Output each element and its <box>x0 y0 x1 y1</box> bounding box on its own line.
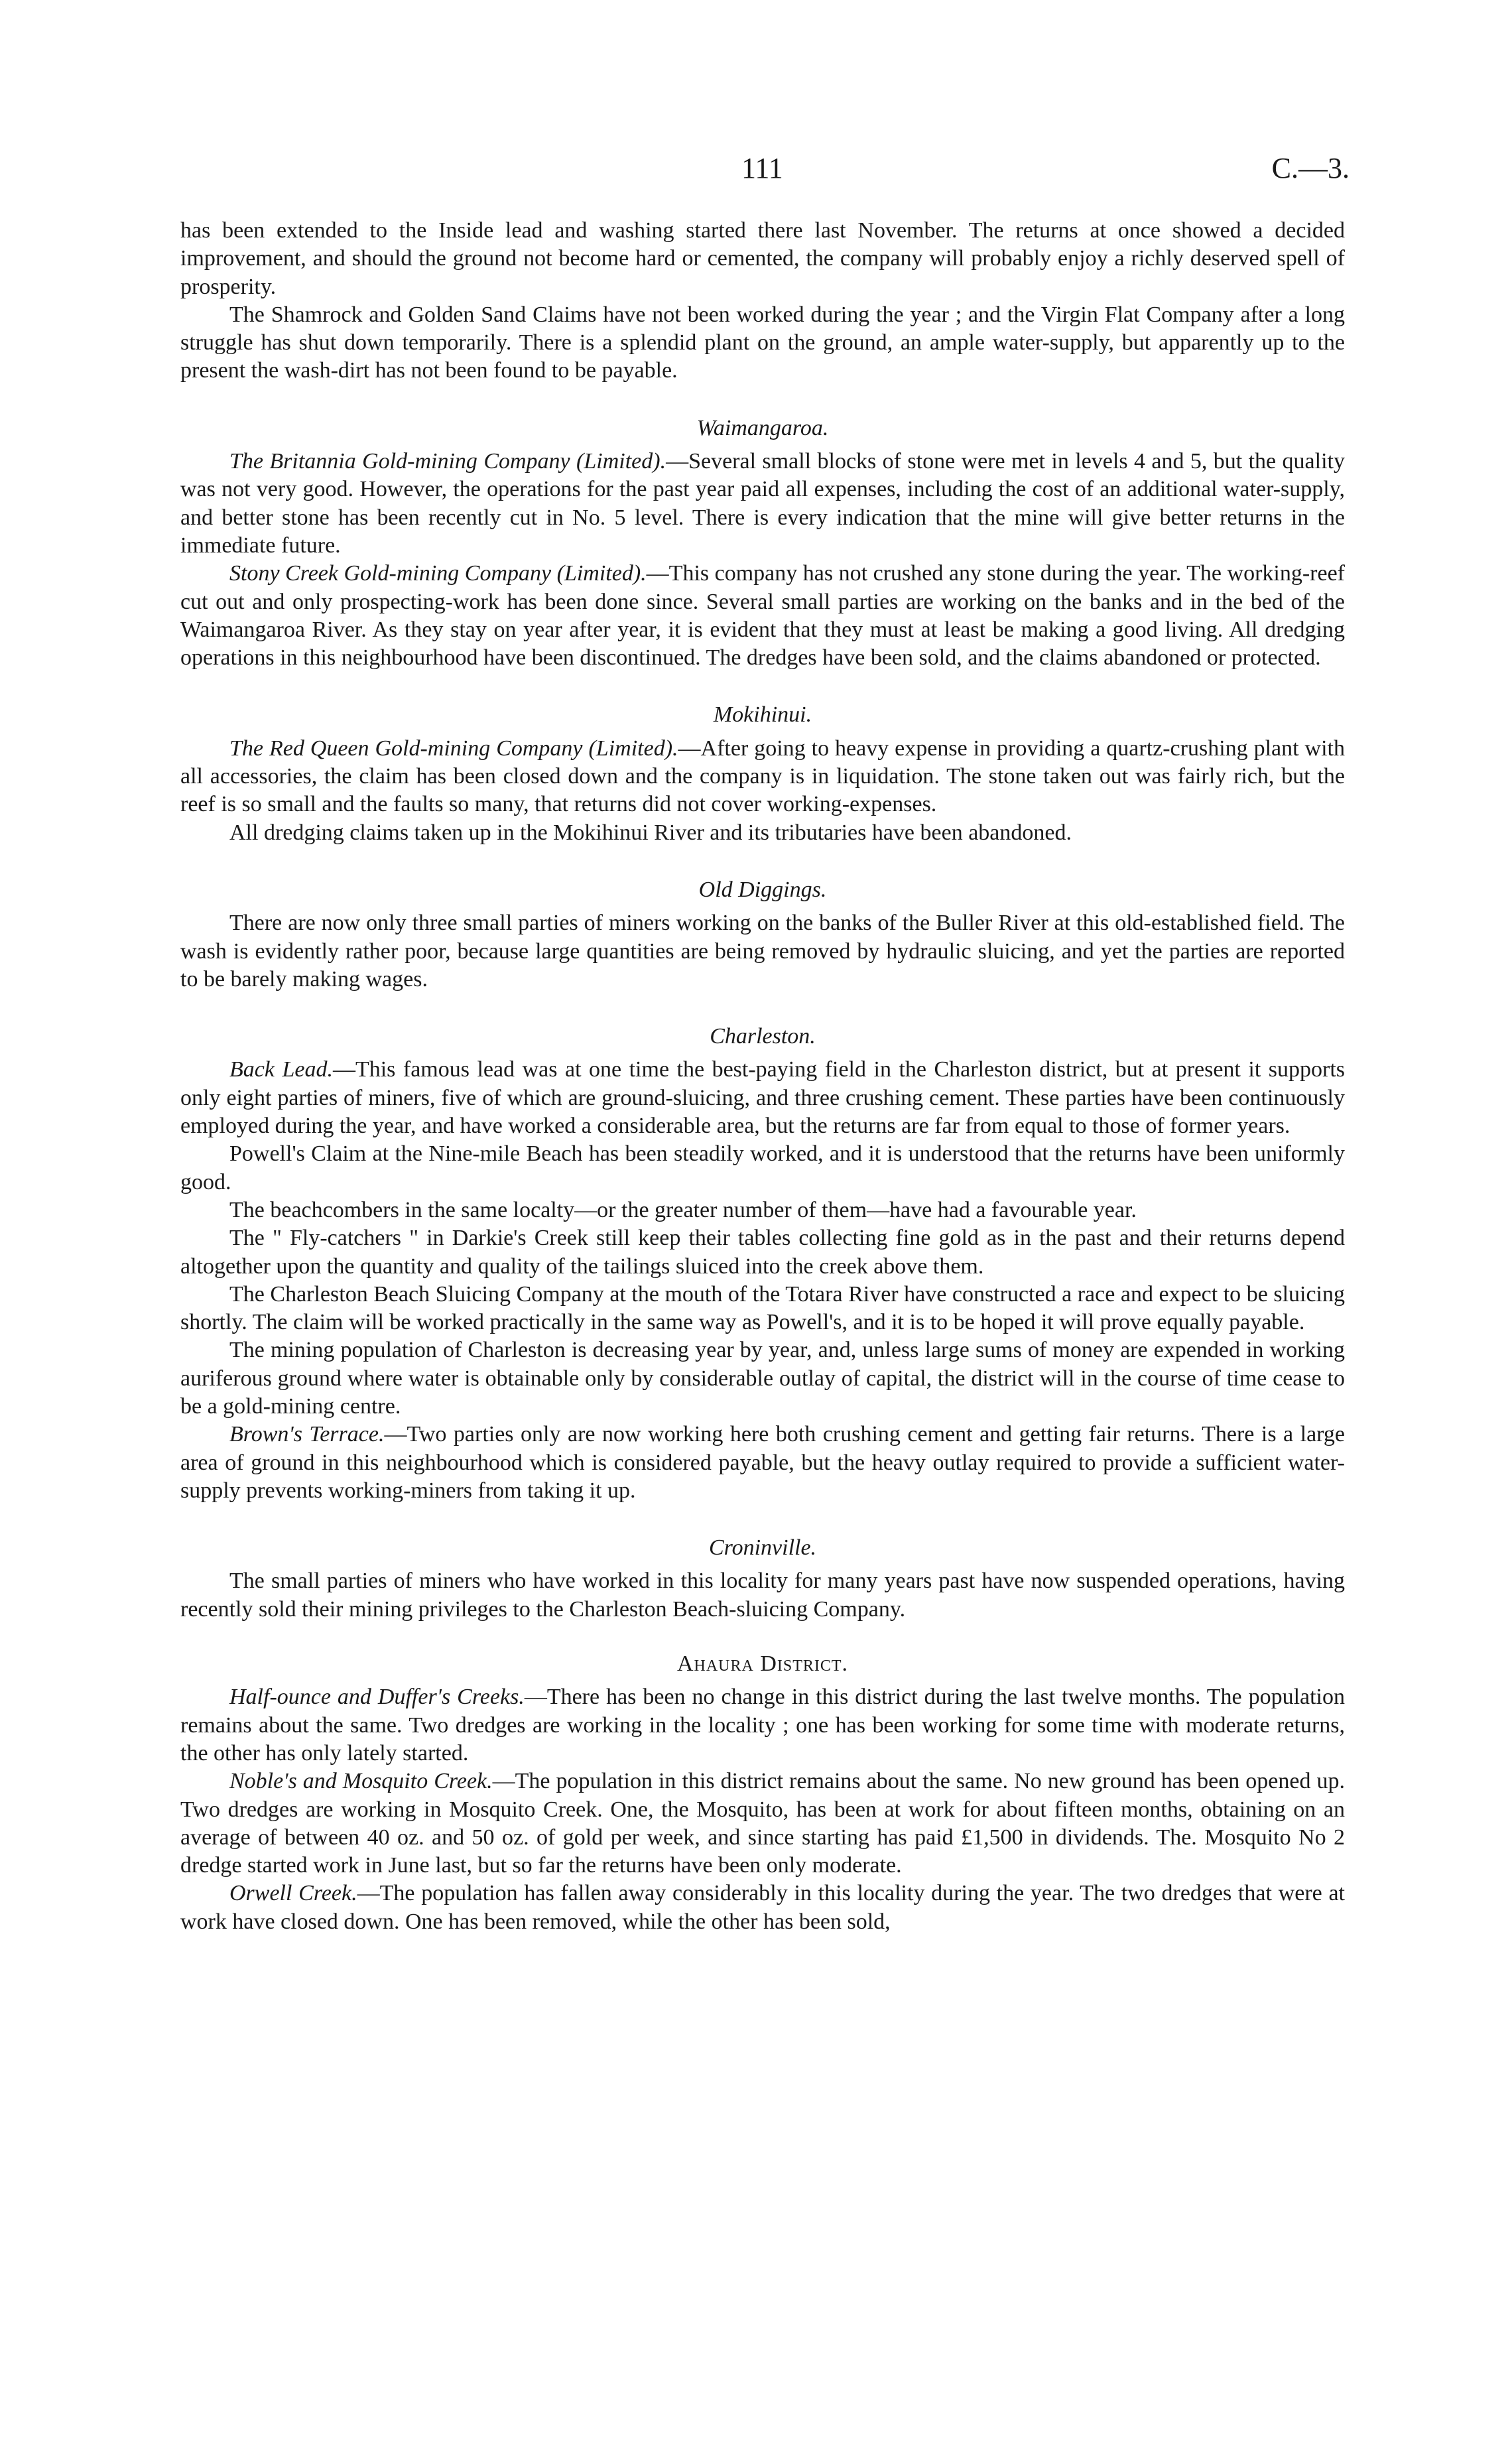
heading-charleston: Charleston. <box>710 1024 816 1049</box>
half-ounce-text: —There has been no change in this district during the last twelve months. The population remains about the same. Two dredges are working in the locality ; one has been working for some time with moderate returns, the other has only lately started. <box>180 1685 1345 1766</box>
paragraph-browns-terrace <box>180 1421 1345 1505</box>
britannia-text: —Several small blocks of stone were met in levels 4 and 5, but the quality was not very good. However, the operations for the past year paid all expenses, including the cost of an additional water-supply, and better stone has been recently cut in No. 5 level. There is every indication that the mine will give better returns in the immediate future. <box>180 449 1345 558</box>
browns-terrace-title: Brown's Terrace. <box>229 1422 385 1447</box>
paragraph-red-queen <box>180 735 1345 819</box>
nobles-mosquito-title: Noble's and Mosquito Creek. <box>229 1769 493 1794</box>
heading-croninville: Croninville. <box>708 1535 817 1561</box>
paragraph-half-ounce <box>180 1683 1345 1768</box>
heading-ahaura-district: Ahaura District. <box>676 1651 849 1677</box>
nobles-mosquito-text: —The population in this district remains about the same. No new ground has been opened up. Two dredges are working in Mosquito Creek. One, the Mosquito, has been at work for about fifteen months, obtaining on an average of between 40 oz. and 50 oz. of gold per week, and since starting has paid £1,500 in dividends. The. Mosquito No 2 dredge started work in June last, but so far the returns have been only moderate. <box>180 1769 1345 1878</box>
paragraph-back-lead <box>180 1056 1345 1140</box>
paragraph-orwell-creek <box>180 1880 1345 1936</box>
page-header <box>0 151 1512 198</box>
document-code: C.—3. <box>1271 152 1350 184</box>
paragraph-mokihinui-dredging: All dredging claims taken up in the Mokihinui River and its tributaries have been abandoned. <box>229 820 1072 845</box>
paragraph-fly-catchers: The " Fly-catchers " in Darkie's Creek still keep their tables collecting fine gold as in the past and their returns depend altogether upon the quantity and quality of the tailings sluiced into the creek above them. <box>180 1226 1345 1279</box>
half-ounce-title: Half-ounce and Duffer's Creeks. <box>229 1685 525 1710</box>
orwell-creek-title: Orwell Creek. <box>229 1881 357 1906</box>
britannia-title: The Britannia Gold-mining Company (Limited). <box>229 449 666 474</box>
paragraph-mining-population: The mining population of Charleston is decreasing year by year, and, unless large sums of money are expended in working auriferous ground where water is obtainable only by considerable outlay of capital, the district will in the course of time cease to be a gold-mining centre. <box>180 1338 1345 1419</box>
stony-creek-title: Stony Creek Gold-mining Company (Limited). <box>229 561 647 586</box>
paragraph-beach-sluicing: The Charleston Beach Sluicing Company at the mouth of the Totara River have constructed a race and expect to be sluicing shortly. The claim will be worked practically in the same way as Powell's, and it is to be hoped it will prove equally payable. <box>180 1281 1345 1335</box>
paragraph-powells-claim: Powell's Claim at the Nine-mile Beach has been steadily worked, and it is understood that the returns have been uniformly good. <box>180 1141 1345 1194</box>
back-lead-title: Back Lead. <box>229 1057 333 1082</box>
paragraph-stony-creek <box>180 560 1345 672</box>
paragraph-old-diggings: There are now only three small parties of miners working on the banks of the Buller River at this old-established field. The wash is evidently rather poor, because large quantities are being removed by hydraulic sluicing, and yet the parties are reported to be barely making wages. <box>180 911 1345 992</box>
heading-mokihinui: Mokihinui. <box>713 702 812 728</box>
paragraph-shamrock: The Shamrock and Golden Sand Claims have not been worked during the year ; and the Virgin Flat Company after a long struggle has shut down temporarily. There is a splendid plant on the ground, an ample water-supply, but apparently up to the present the wash-dirt has not been found to be payable. <box>180 302 1345 383</box>
browns-terrace-text: —Two parties only are now working here both crushing cement and getting fair returns. There is a large area of ground in this neighbourhood which is considered payable, but the heavy outlay required to provide a sufficient water-supply prevents working-miners from taking it up. <box>180 1422 1345 1503</box>
heading-waimangaroa: Waimangaroa. <box>696 415 829 440</box>
page-number: 111 <box>741 152 783 184</box>
paragraph-beachcombers: The beachcombers in the same localty—or the greater number of them—have had a favourable year. <box>229 1197 1137 1222</box>
back-lead-text: —This famous lead was at one time the best-paying field in the Charleston district, but at present it supports only eight parties of miners, five of which are ground-sluicing, and three crushing cement. These parties have been continuously employed during the year, and have worked a considerable area, but the returns are far from equal to those of former years. <box>180 1057 1346 1139</box>
red-queen-title: The Red Queen Gold-mining Company (Limited). <box>229 736 678 761</box>
paragraph-britannia <box>180 448 1345 560</box>
red-queen-text: —After going to heavy expense in providing a quartz-crushing plant with all accessories, the claim has been closed down and the company is in liquidation. The stone taken out was fairly rich, but the reef is so small and the faults so many, that returns did not cover working-expenses. <box>180 736 1345 817</box>
orwell-creek-text: —The population has fallen away considerably in this locality during the year. The two dredges that were at work have closed down. One has been removed, while the other has been sold, <box>180 1881 1345 1934</box>
paragraph-croninville: The small parties of miners who have worked in this locality for many years past have now suspended operations, having recently sold their mining privileges to the Charleston Beach-sluicing Company. <box>180 1569 1345 1622</box>
stony-creek-text: —This company has not crushed any stone during the year. The working-reef cut out and only prospecting-work has been done since. Several small parties are working on the banks and in the bed of the Waimangaroa River. As they stay on year after year, it is evident that they must at least be making a good living. All dredging operations in this neighbourhood have been discontinued. The dredges have been sold, and the claims abandoned or protected. <box>180 561 1345 671</box>
paragraph-continuation: has been extended to the Inside lead and washing started there last November. The returns at once showed a decided improvement, and should the ground not become hard or cemented, the company will probably enjoy a richly deserved spell of prosperity. <box>180 218 1345 299</box>
heading-old-diggings: Old Diggings. <box>698 877 827 902</box>
paragraph-nobles-mosquito <box>180 1768 1345 1880</box>
report-body <box>180 217 1345 1936</box>
